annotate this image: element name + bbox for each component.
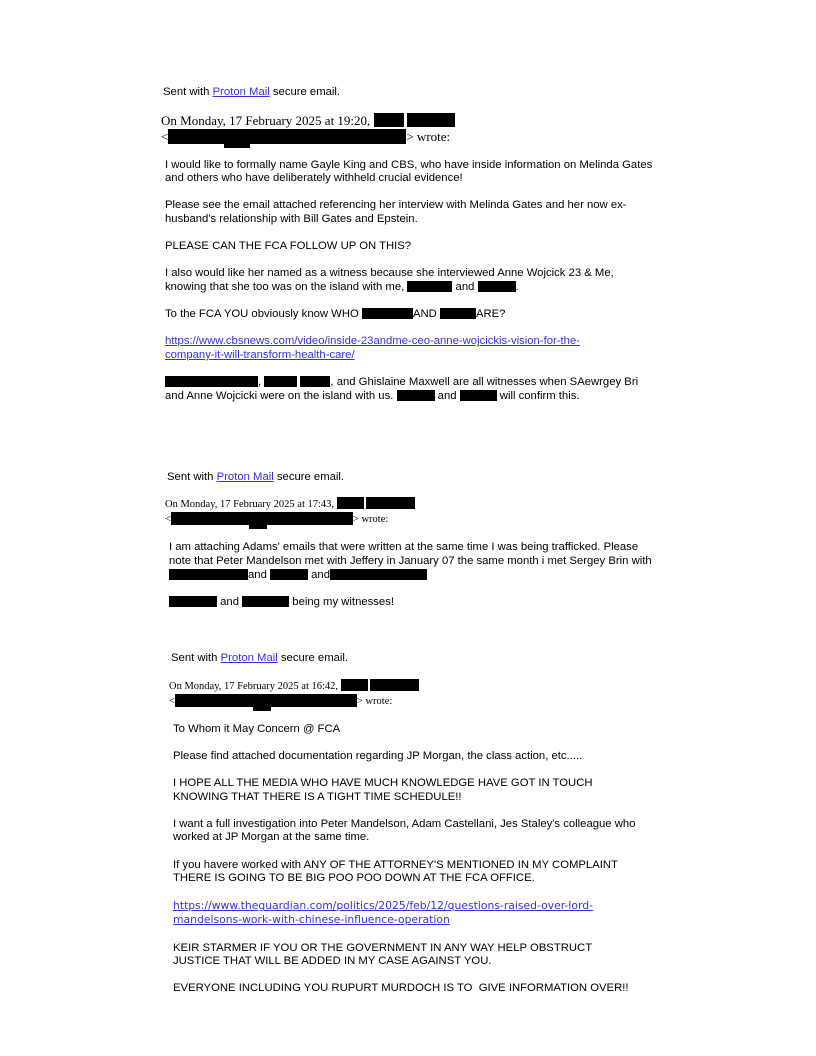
paragraph-text: and <box>248 568 267 581</box>
redacted-email-address <box>175 694 357 707</box>
paragraph-text: will confirm this. <box>499 389 580 402</box>
header-date-text: On Monday, 17 February 2025 at 19:20, <box>161 112 371 128</box>
paragraph-text: and <box>220 595 239 608</box>
redacted-name <box>169 596 217 607</box>
paragraph: I want a full investigation into Peter Mandelson, Adam Castellani, Jes Staley's colleague who worked at JP Morgan at the same time. <box>173 817 639 844</box>
redacted-last-name <box>370 679 419 691</box>
wrote-text: > wrote: <box>352 514 389 526</box>
redacted-name <box>460 390 497 401</box>
paragraph-with-redactions <box>165 267 658 294</box>
redacted-name <box>478 281 516 292</box>
redacted-first-name <box>337 497 364 509</box>
link-paragraph <box>173 899 641 928</box>
quoted-header-email-line <box>161 129 658 145</box>
proton-mail-link[interactable]: Proton Mail <box>216 470 274 483</box>
angle-bracket-open: < <box>165 514 171 526</box>
paragraph: EVERYONE INCLUDING YOU RUPURT MURDOCH IS TO GIVE INFORMATION OVER!! <box>173 982 629 995</box>
paragraph-text: and <box>311 568 330 581</box>
redacted-name <box>242 596 289 607</box>
quoted-header-date-line <box>169 679 658 694</box>
quoted-header-email-line <box>169 694 658 709</box>
paragraph: I HOPE ALL THE MEDIA WHO HAVE MUCH KNOWLEDGE HAVE GOT IN TOUCH KNOWING THAT THERE IS A TIGHT TIME SCHEDULE!! <box>173 777 596 803</box>
vertical-spacer <box>165 417 658 471</box>
quoted-header-1743 <box>165 497 658 527</box>
redacted-name <box>407 281 452 292</box>
link-paragraph <box>165 335 658 362</box>
proton-mail-link[interactable]: Proton Mail <box>220 652 278 665</box>
paragraph-text: To the FCA YOU obviously know WHO <box>165 308 359 321</box>
paragraph: Please find attached documentation regarding JP Morgan, the class action, etc..... <box>173 749 583 762</box>
redacted-first-name <box>341 679 368 691</box>
paragraph-with-redactions <box>165 308 658 322</box>
redacted-name <box>270 569 308 580</box>
signature-suffix: secure email. <box>276 470 345 483</box>
paragraph-with-redactions <box>165 376 658 403</box>
signature-prefix: Sent with <box>163 86 210 98</box>
paragraph-text: and <box>437 389 457 402</box>
paragraph-text: being my witnesses! <box>292 595 394 608</box>
document-content <box>161 86 658 1010</box>
wrote-text: > wrote: <box>356 695 393 707</box>
redacted-last-name <box>366 497 415 509</box>
paragraph: I would like to formally name Gayle King and CBS, who have inside information on Melinda Gates and others who have deliberately withheld crucial evidence! <box>165 158 656 185</box>
redacted-name <box>330 569 427 580</box>
header-date-text: On Monday, 17 February 2025 at 16:42, <box>169 680 339 692</box>
quoted-header-1920 <box>161 113 658 145</box>
redacted-email-address <box>171 512 353 525</box>
proton-signature-line <box>167 471 658 485</box>
wrote-text: > wrote: <box>406 128 451 144</box>
quoted-header-email-line <box>165 512 658 527</box>
quoted-header-date-line <box>161 113 658 129</box>
paragraph-with-redactions <box>169 596 658 610</box>
angle-bracket-open: < <box>169 695 175 707</box>
paragraph: PLEASE CAN THE FCA FOLLOW UP ON THIS? <box>165 240 412 253</box>
paragraph: To Whom it May Concern @ FCA <box>173 722 341 735</box>
paragraph: Please see the email attached referencing her interview with Melinda Gates and her now ex-husband's relationship with Bill Gates and Epstein. <box>165 199 627 225</box>
redacted-name <box>362 308 413 319</box>
quoted-header-1642 <box>169 679 658 709</box>
redacted-first-name <box>374 113 404 127</box>
angle-bracket-open: < <box>161 128 169 144</box>
quoted-message-3 <box>169 723 641 996</box>
paragraph-text: ARE? <box>475 308 506 321</box>
cbsnews-url-link[interactable]: https://www.cbsnews.com/video/inside-23andme-ceo-anne-wojcickis-vision-for-the-company-it-will-transform-health-care/ <box>165 335 581 361</box>
paragraph-text: I am attaching Adams' emails that were written at the same time I was being trafficked. Please note that Peter Mandelson met with Jeffery in January 07 the same month i met Sergey Brin with <box>169 541 652 568</box>
proton-mail-link[interactable]: Proton Mail <box>212 86 270 98</box>
proton-signature-line <box>163 86 658 100</box>
vertical-spacer <box>169 623 658 652</box>
redacted-name <box>397 390 435 401</box>
quoted-message-2 <box>165 541 658 995</box>
paragraph-text: . <box>515 280 519 293</box>
proton-signature-line <box>171 652 658 666</box>
paragraph-text: , <box>258 376 262 389</box>
signature-prefix: Sent with <box>167 470 214 483</box>
header-date-text: On Monday, 17 February 2025 at 17:43, <box>165 499 335 511</box>
redacted-name <box>264 376 297 387</box>
signature-suffix: secure email. <box>272 86 341 98</box>
signature-suffix: secure email. <box>280 652 349 665</box>
signature-prefix: Sent with <box>171 652 218 665</box>
paragraph: If you havere worked with ANY OF THE ATTORNEY'S MENTIONED IN MY COMPLAINT THERE IS GOING TO BE BIG POO POO DOWN AT THE FCA OFFICE. <box>173 858 621 885</box>
quoted-message-1 <box>161 159 658 996</box>
redacted-name <box>300 376 330 387</box>
paragraph-text: I also would like her named as a witness because she interviewed Anne Wojcick 23 & Me, knowing that she too was on the island with me, <box>165 267 614 293</box>
guardian-url-link[interactable]: https://www.theguardian.com/politics/2025/feb/12/questions-raised-over-lord-mandelsons-work-with-chinese-influence-operation <box>173 899 593 927</box>
paragraph-with-redactions <box>169 541 658 582</box>
paragraph: KEIR STARMER IF YOU OR THE GOVERNMENT IN ANY WAY HELP OBSTRUCT JUSTICE THAT WILL BE ADDED IN MY CASE AGAINST YOU. <box>173 941 596 968</box>
paragraph-text: AND <box>412 308 437 321</box>
redacted-email-address <box>168 129 406 144</box>
quoted-header-date-line <box>165 497 658 512</box>
redacted-name <box>440 308 476 319</box>
paragraph-text: , and Ghislaine Maxwell are all witnesses when SAewrgey Bri and Anne Wojcicki were on the island with us. <box>165 376 639 402</box>
paragraph-text: and <box>455 280 475 293</box>
redacted-last-name <box>407 113 455 127</box>
redacted-name <box>165 376 258 387</box>
redacted-name <box>169 569 248 580</box>
